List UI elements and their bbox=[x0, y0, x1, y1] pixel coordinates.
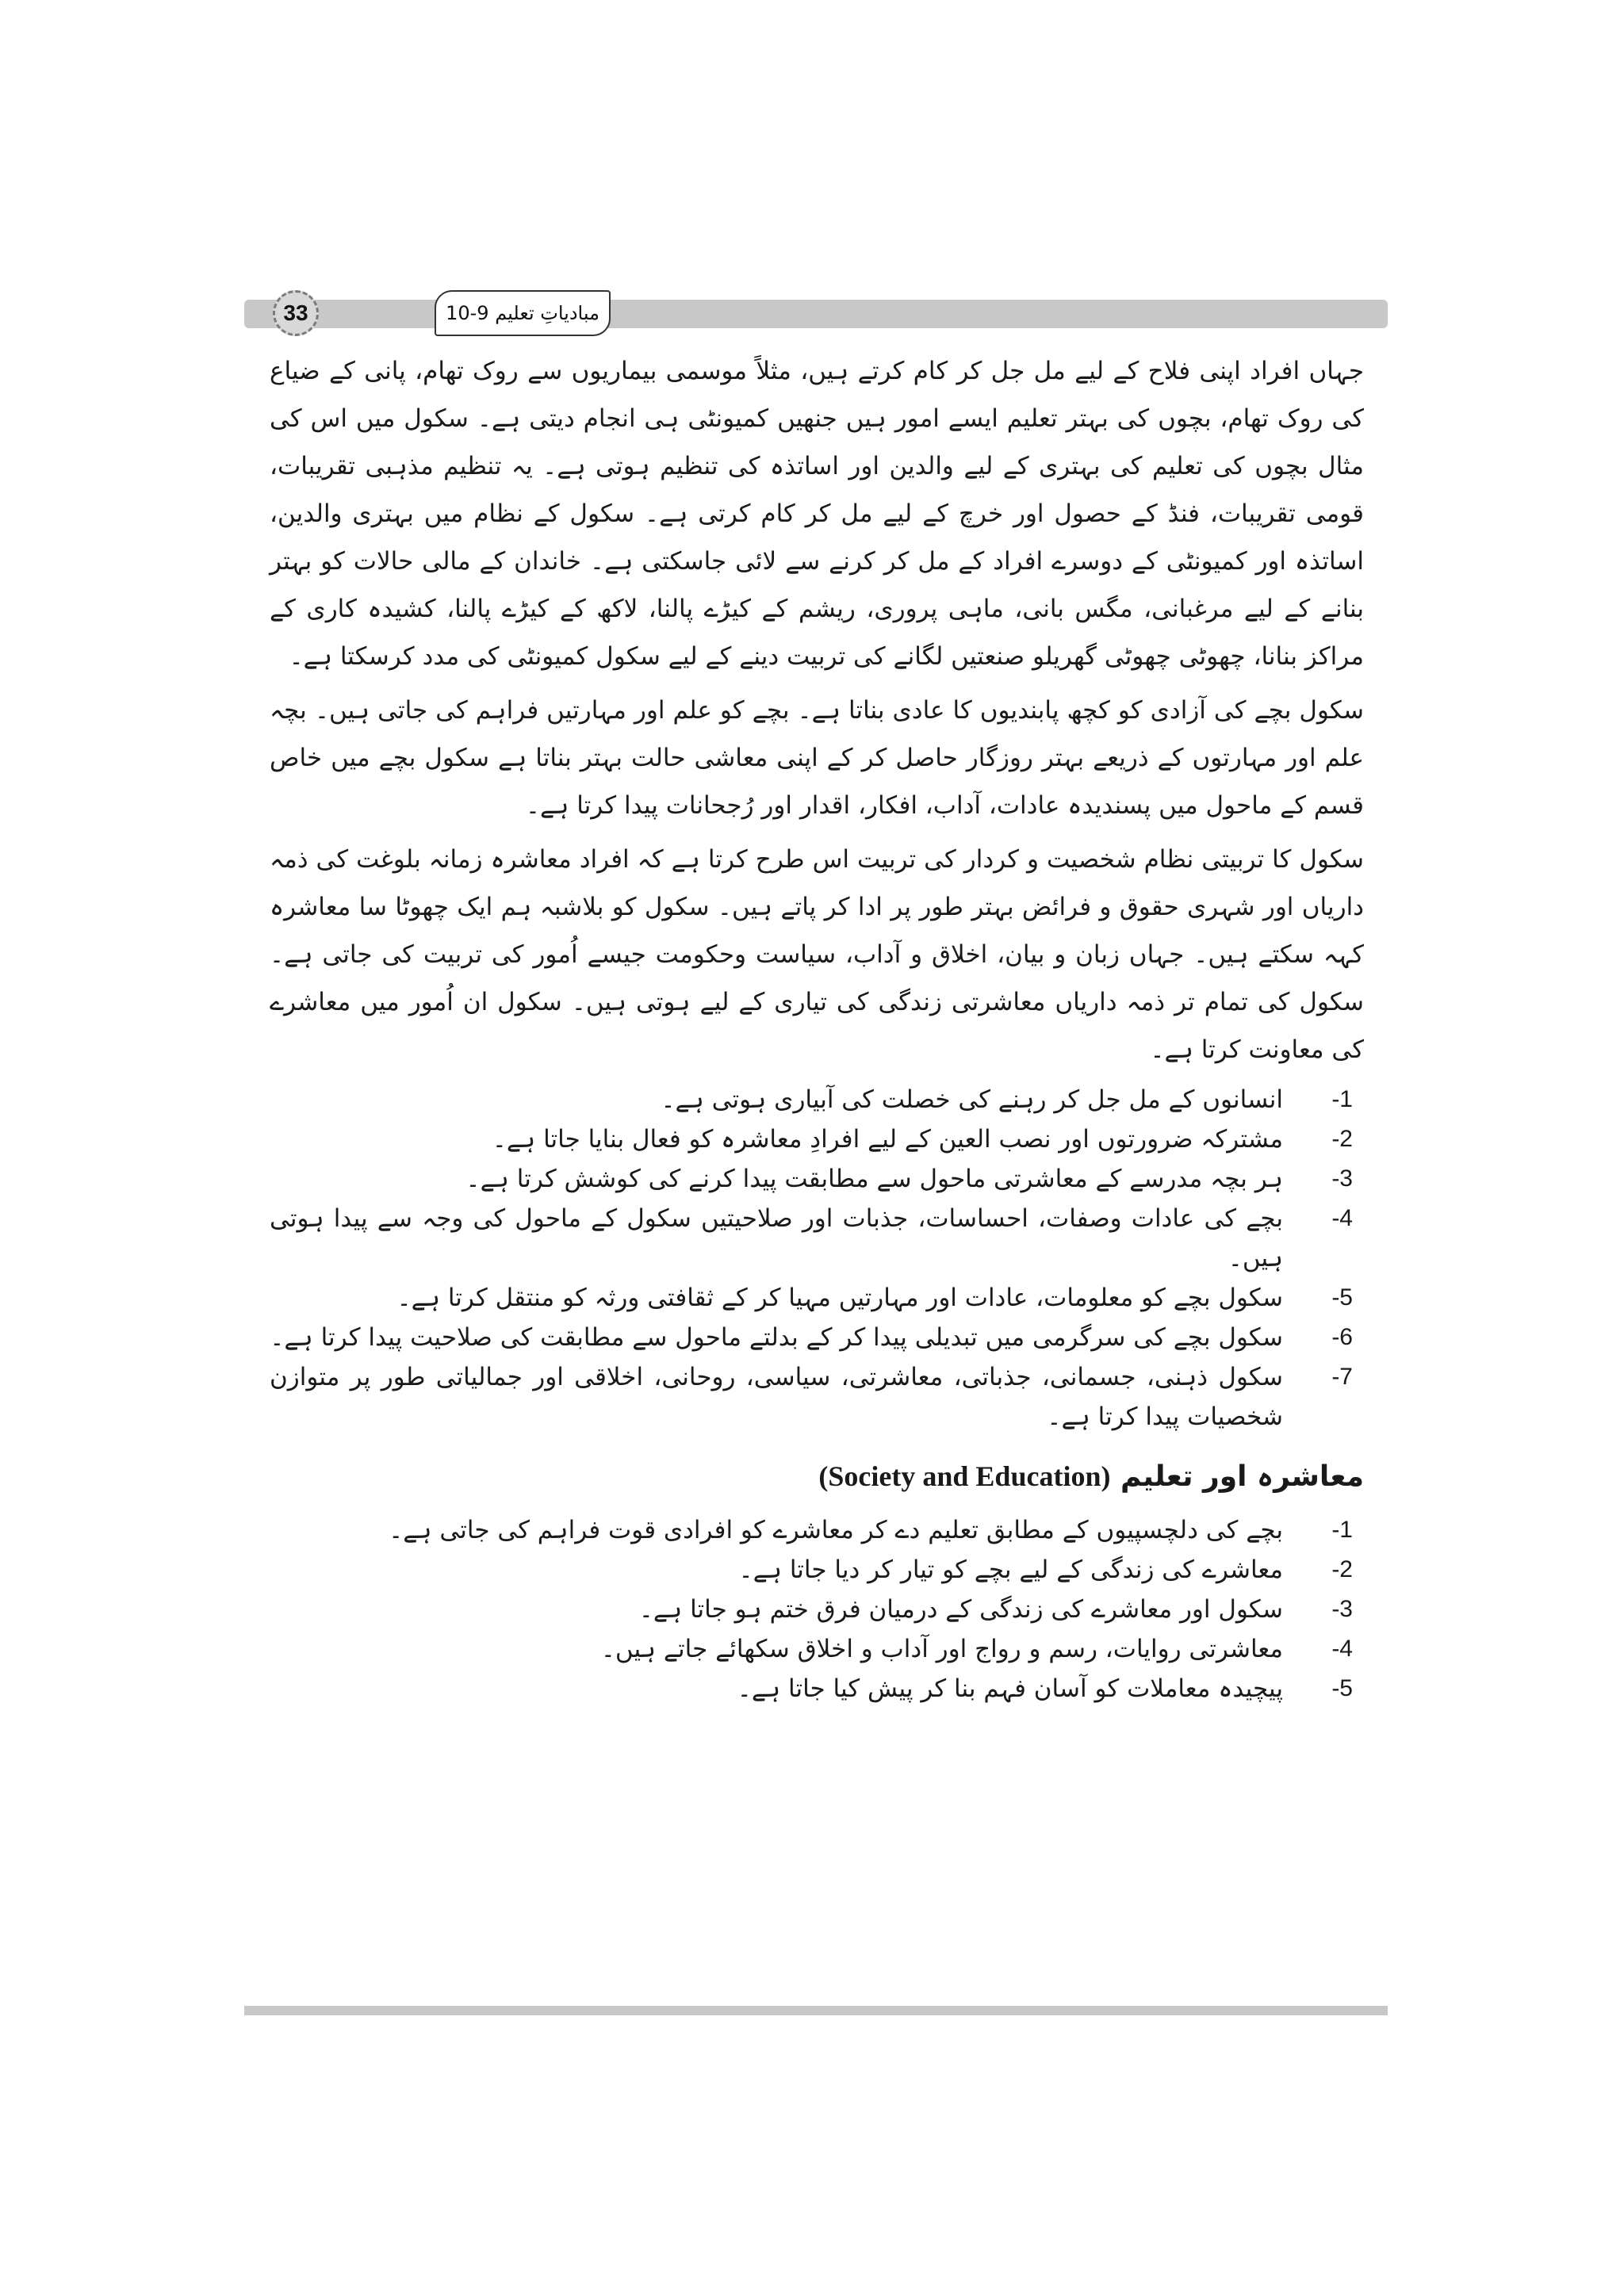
section-heading-english: (Society and Education) bbox=[818, 1460, 1111, 1492]
list-item bbox=[270, 1278, 1364, 1318]
list-item bbox=[270, 1080, 1364, 1119]
list-number: -2 bbox=[1331, 1126, 1353, 1152]
page-content bbox=[270, 347, 1364, 1716]
list-text: پیچیدہ معاملات کو آسان فہم بنا کر پیش کیا جاتا ہے۔ bbox=[737, 1674, 1283, 1703]
paragraph-school-freedom: سکول بچے کی آزادی کو کچھ پابندیوں کا عادی بناتا ہے۔ بچے کو علم اور مہارتیں فراہم کی جاتی ہیں۔ بچہ علم اور مہارتوں کے ذریعے بہتر روزگار حاصل کر کے اپنی معاشی حالت بہتر بناتا ہے سکول بچے میں خاص قسم کے ماحول میں پسندیدہ عادات، آداب، افکار، اقدار اور رُجحانات پیدا کرتا ہے۔ bbox=[270, 696, 1364, 820]
list-text: انسانوں کے مل جل کر رہنے کی خصلت کی آبیاری ہوتی ہے۔ bbox=[661, 1085, 1283, 1114]
paragraph-community: جہاں افراد اپنی فلاح کے لیے مل جل کر کام کرتے ہیں، مثلاً موسمی بیماریوں سے روک تھام، پانی کے ضیاع کی روک تھام، بچوں کی بہتر تعلیم ایسے امور ہیں جنھیں کمیونٹی ہی انجام دیتی ہے۔ سکول میں اس کی مثال بچوں کی تعلیم کی بہتری کے لیے والدین اور اساتذہ کی تنظیم ہوتی ہے۔ یہ تنظیم مذہبی تقریبات، قومی تقریبات، فنڈ کے حصول اور خرچ کے لیے مل کر کام کرتی ہے۔ سکول کے نظام میں بہتری والدین، اساتذہ اور کمیونٹی کے دوسرے افراد کے مل کر کرنے سے لائی جاسکتی ہے۔ خاندان کے مالی حالات کو بہتر بنانے کے لیے مرغبانی، مگس بانی، ماہی پروری، ریشم کے کیڑے پالنا، لاکھ کے کیڑے پالنا، کشیدہ کاری کے مراکز بنانا، چھوٹی چھوٹی گھریلو صنعتیں لگانے کی تربیت دینے کے لیے سکول کمیونٹی کی مدد کرسکتا ہے۔ bbox=[270, 357, 1364, 671]
list-number: -6 bbox=[1331, 1324, 1353, 1350]
list-number: -3 bbox=[1331, 1165, 1353, 1192]
school-role-list bbox=[270, 1080, 1364, 1437]
section-heading bbox=[270, 1452, 1364, 1501]
list-text: سکول ذہنی، جسمانی، جذباتی، معاشرتی، سیاسی، روحانی، اخلاقی اور جمالیاتی طور پر متوازن شخصیات پیدا کرتا ہے۔ bbox=[270, 1363, 1283, 1431]
list-item bbox=[270, 1510, 1364, 1550]
list-text: مشترکہ ضرورتوں اور نصب العین کے لیے افرادِ معاشرہ کو فعال بنایا جاتا ہے۔ bbox=[492, 1125, 1283, 1154]
list-text: بچے کی دلچسپیوں کے مطابق تعلیم دے کر معاشرے کو افرادی قوت فراہم کی جاتی ہے۔ bbox=[389, 1516, 1283, 1544]
list-item bbox=[270, 1119, 1364, 1159]
society-education-list bbox=[270, 1510, 1364, 1709]
list-text: سکول بچے کو معلومات، عادات اور مہارتیں مہیا کر کے ثقافتی ورثہ کو منتقل کرتا ہے۔ bbox=[396, 1284, 1283, 1312]
page-number: 33 bbox=[273, 290, 319, 336]
list-number: -3 bbox=[1331, 1596, 1353, 1622]
list-item bbox=[270, 1199, 1364, 1278]
list-number: -4 bbox=[1331, 1636, 1353, 1662]
list-text: ہر بچہ مدرسے کے معاشرتی ماحول سے مطابقت پیدا کرنے کی کوشش کرتا ہے۔ bbox=[465, 1165, 1283, 1193]
paragraph-school-training: سکول کا تربیتی نظام شخصیت و کردار کی تربیت اس طرح کرتا ہے کہ افراد معاشرہ زمانہ بلوغت کی ذمہ داریاں اور شہری حقوق و فرائض بہتر طور پر ادا کر پاتے ہیں۔ سکول کو بلاشبہ ہم ایک چھوٹا سا معاشرہ کہہ سکتے ہیں۔ جہاں زبان و بیان، اخلاق و آداب، سیاست وحکومت جیسے اُمور کی تربیت کی جاتی ہے۔ سکول کی تمام تر ذمہ داریاں معاشرتی زندگی کی تیاری کے لیے ہوتی ہیں۔ سکول ان اُمور میں معاشرے کی معاونت کرتا ہے۔ bbox=[270, 845, 1364, 1064]
list-text: معاشرتی روایات، رسم و رواج اور آداب و اخلاق سکھائے جاتے ہیں۔ bbox=[600, 1635, 1283, 1663]
list-item bbox=[270, 1159, 1364, 1199]
header-bar bbox=[244, 300, 1388, 328]
list-text: معاشرے کی زندگی کے لیے بچے کو تیار کر دیا جاتا ہے۔ bbox=[738, 1556, 1283, 1584]
list-text: سکول بچے کی سرگرمی میں تبدیلی پیدا کر کے بدلتے ماحول سے مطابقت کی صلاحیت پیدا کرتا ہے۔ bbox=[270, 1323, 1283, 1352]
list-number: -5 bbox=[1331, 1675, 1353, 1701]
list-item bbox=[270, 1669, 1364, 1709]
list-item bbox=[270, 1357, 1364, 1437]
list-text: سکول اور معاشرے کی زندگی کے درمیان فرق ختم ہو جاتا ہے۔ bbox=[638, 1595, 1283, 1624]
list-text: بچے کی عادات وصفات، احساسات، جذبات اور صلاحیتیں سکول کے ماحول کی وجہ سے پیدا ہوتی ہیں۔ bbox=[270, 1204, 1283, 1272]
book-title: مبادیاتِ تعلیم 9-10 bbox=[435, 290, 611, 336]
list-item bbox=[270, 1590, 1364, 1629]
list-number: -1 bbox=[1331, 1086, 1353, 1112]
list-number: -2 bbox=[1331, 1556, 1353, 1582]
list-number: -1 bbox=[1331, 1517, 1353, 1543]
list-item bbox=[270, 1318, 1364, 1357]
list-number: -4 bbox=[1331, 1205, 1353, 1231]
list-item bbox=[270, 1550, 1364, 1590]
list-number: -7 bbox=[1331, 1364, 1353, 1390]
list-item bbox=[270, 1629, 1364, 1669]
footer-bar bbox=[244, 2006, 1388, 2015]
section-heading-urdu: معاشرہ اور تعلیم bbox=[1120, 1460, 1364, 1493]
list-number: -5 bbox=[1331, 1284, 1353, 1311]
